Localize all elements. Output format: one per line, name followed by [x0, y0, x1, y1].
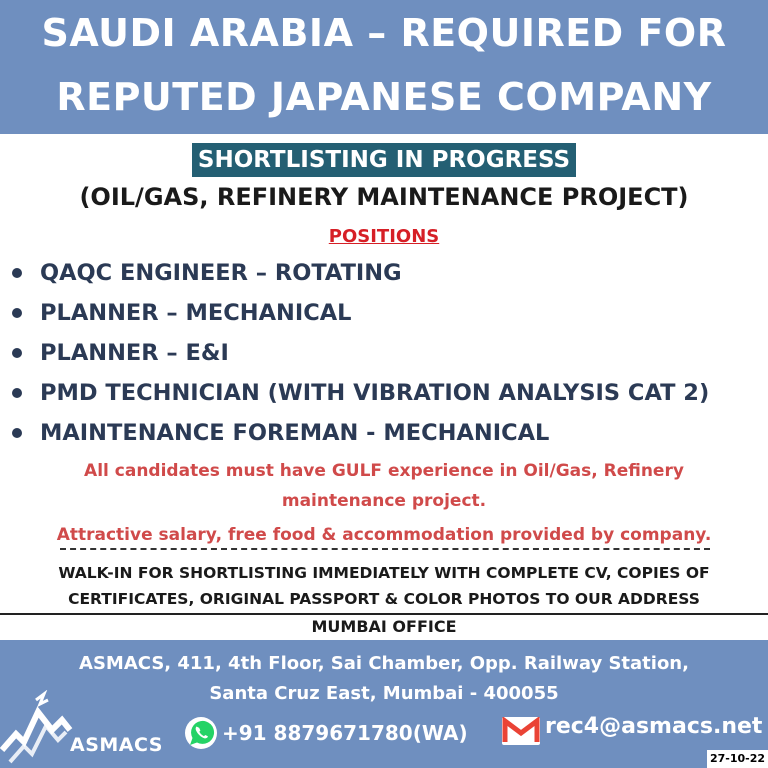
position-item: [6, 413, 762, 453]
benefits-note: Attractive salary, free food & accommodation provided by company.: [56, 525, 712, 545]
position-item: [6, 293, 762, 333]
walkin-line1: WALK-IN FOR SHORTLISTING IMMEDIATELY WITH COMPLETE CV, COPIES OF: [58, 564, 710, 582]
header-banner: [0, 0, 768, 134]
position-label: PMD TECHNICIAN (WITH VIBRATION ANALYSIS CAT 2): [40, 380, 710, 406]
header-title-line1: SAUDI ARABIA – REQUIRED FOR: [41, 11, 727, 55]
phone-number: +91 8879671780(WA): [222, 721, 468, 745]
gmail-icon: [502, 717, 540, 745]
asmacs-logo-icon: [0, 690, 180, 768]
email-address: rec4@asmacs.net: [545, 714, 763, 739]
bullet-icon: [12, 428, 22, 438]
header-title-line2: REPUTED JAPANESE COMPANY: [56, 75, 712, 119]
status-badge: SHORTLISTING IN PROGRESS: [192, 143, 576, 177]
position-item: [6, 253, 762, 293]
position-item: [6, 373, 762, 413]
logo-text: ASMACS: [70, 734, 163, 756]
positions-list: [6, 253, 762, 453]
position-label: PLANNER – E&I: [40, 340, 229, 366]
section-divider: [0, 613, 768, 615]
date-stamp: 27-10-22: [707, 750, 768, 768]
address-line2: Santa Cruz East, Mumbai - 400055: [209, 683, 559, 704]
requirement-note-line1: All candidates must have GULF experience in Oil/Gas, Refinery: [84, 461, 684, 481]
office-title: MUMBAI OFFICE: [311, 617, 457, 636]
requirement-note-line2: maintenance project.: [281, 491, 487, 511]
bullet-icon: [12, 388, 22, 398]
bullet-icon: [12, 308, 22, 318]
position-label: QAQC ENGINEER – ROTATING: [40, 260, 402, 286]
project-title: (OIL/GAS, REFINERY MAINTENANCE PROJECT): [79, 183, 689, 211]
address-line1: ASMACS, 411, 4th Floor, Sai Chamber, Opp. Railway Station,: [79, 653, 689, 674]
position-label: MAINTENANCE FOREMAN - MECHANICAL: [40, 420, 550, 446]
status-section: [0, 143, 768, 177]
bullet-icon: [12, 348, 22, 358]
position-label: PLANNER – MECHANICAL: [40, 300, 352, 326]
whatsapp-icon: [184, 716, 218, 750]
walkin-instructions: [0, 560, 768, 612]
bullet-icon: [12, 268, 22, 278]
dashed-divider: [60, 548, 710, 550]
position-item: [6, 333, 762, 373]
positions-heading: POSITIONS: [328, 226, 440, 247]
walkin-line2: CERTIFICATES, ORIGINAL PASSPORT & COLOR PHOTOS TO OUR ADDRESS: [68, 590, 700, 608]
